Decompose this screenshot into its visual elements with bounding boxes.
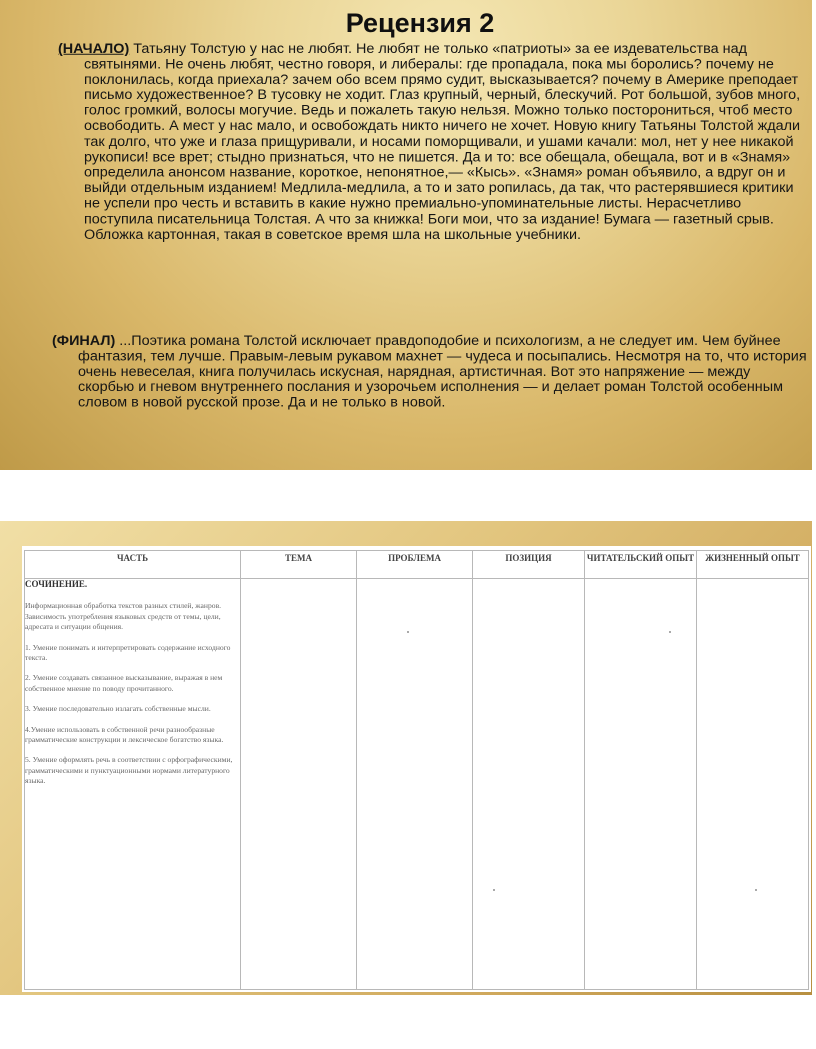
slide-title: Рецензия 2 [345,8,495,38]
dot-mark [493,889,495,891]
start-label: (НАЧАЛО) [58,41,130,57]
table-row [25,579,809,990]
header-part: ЧАСТЬ [25,551,241,579]
skill-item: 3. Умение последовательно излагать собственные мысли. [25,704,211,714]
topic-cell[interactable] [241,579,357,990]
header-topic: ТЕМА [241,551,357,579]
dot-mark [669,631,671,633]
table-slide [0,521,812,995]
analysis-table [24,550,809,990]
essay-heading: СОЧИНЕНИЕ. [25,579,88,589]
header-reader-experience: ЧИТАТЕЛЬСКИЙ ОПЫТ [585,551,697,579]
life-experience-cell[interactable] [697,579,809,990]
dot-mark [755,889,757,891]
part-cell [25,579,241,990]
skill-item: 2. Умение создавать связанное высказывание, выражая в нем собственное мнение по поводу прочитанного. [25,673,223,693]
start-text: Татьяну Толстую у нас не любят. Не любят не только «патриоты» за ее издевательства над святынями. Не очень любят, честно говоря, и либералы: где пропадала, пока мы боролись? почему не поклонилась, когда приехала? зачем обо всем прямо судит, высказывается? почему в Америке преподает письмо художественное? В тусовку не ходит. Глаз крупный, черный, блескучий. Рот большой, зубов много, голос громкий, волосы могучие. Ведь и пожалеть такую нельзя. Можно только посторониться, чтоб место освободить. А мест у нас мало, и освобождать никто ничего не хочет. Новую книгу Татьяны Толстой ждали так долго, что уже и глаза прищуривали, и носами поморщивали, и ушами качали: мол, нет у нее никакой рукописи! все врет; стыдно признаться, что не пишется. Да и то: все обещала, обещала, вот и в «Знамя» определила анонсом название, короткое, непонятное,— «Кысь». «Знамя» роман объявило, а вдруг он и выйди отдельным изданием! Медлила-медлила, а то и зато ропилась, да так, что растерявшиеся критики не успели про честь и вставить в какие нужно премиально-упоминательные листы. Нерасчетливо поступила писательница Толстая. А что за книжка! Боги мои, что за издание! Бумага — газетный срыв. Обложка картонная, такая в советское время шла на школьные учебники. [84,41,801,243]
header-problem: ПРОБЛЕМА [357,551,473,579]
header-position: ПОЗИЦИЯ [473,551,585,579]
essay-intro: Информационная обработка текстов разных стилей, жанров. Зависимость употребления языковых средств от темы, цели, адресата и ситуации общения. [25,601,222,632]
final-label: (ФИНАЛ) [52,333,116,349]
reader-experience-cell[interactable] [585,579,697,990]
worksheet [22,546,811,992]
skill-item: 4.Умение использовать в собственной речи разнообразные грамматические конструкции и лексическое богатство языка. [25,724,224,745]
skill-item: 5. Умение оформлять речь в соответствии с орфографическими, грамматическими и пунктуационными нормами литературного языка. [25,755,233,786]
skill-item: 1. Умение понимать и интерпретировать содержание исходного текста. [25,642,231,663]
table-header-row [25,551,809,579]
review-paragraph-final [52,333,810,411]
position-cell[interactable] [473,579,585,990]
problem-cell[interactable] [357,579,473,990]
review-paragraph-start [58,41,810,243]
review-slide [0,0,812,470]
dot-mark [407,631,409,633]
final-text: ...Поэтика романа Толстой исключает правдоподобие и психологизм, а не следует им. Чем буйнее фантазия, тем лучше. Правым-левым рукавом махнет — чудеса и посыпались. Несмотря на то, что история очень невеселая, книга получилась искусная, нарядная, артистичная. Вот это напряжение — между скорбью и гневом внутреннего послания и узорочьем исполнения — и делает роман Толстой особенным словом в новой русской прозе. Да и не только в новой. [78,333,807,411]
header-life-experience: ЖИЗНЕННЫЙ ОПЫТ [697,551,809,579]
